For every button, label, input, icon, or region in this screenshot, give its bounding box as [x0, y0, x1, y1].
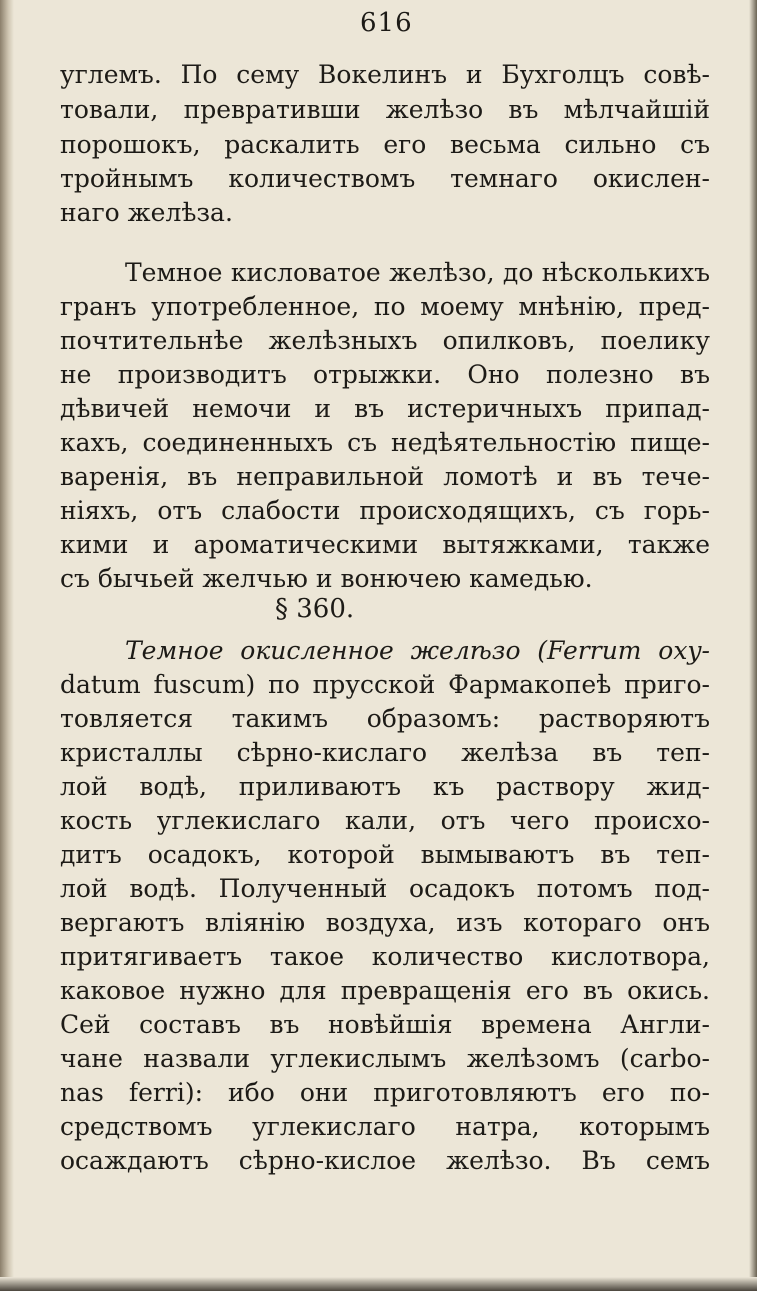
text-line: кристаллы сѣрно-кислаго желѣза въ теп-	[60, 738, 710, 767]
page-right-edge	[749, 0, 757, 1291]
page-number: 616	[360, 8, 413, 38]
text-line: чане назвали углекислымъ желѣзомъ (carbo-	[60, 1044, 710, 1073]
text-line: углемъ. По сему Вокелинъ и Бухголцъ совѣ-	[60, 60, 710, 89]
text-line: каковое нужно для превращенія его въ окись.	[60, 976, 710, 1005]
text-line: лой водѣ. Полученный осадокъ потомъ под-	[60, 874, 710, 903]
page-bottom-edge	[0, 1277, 757, 1291]
page-gutter	[0, 0, 14, 1291]
section-heading: § 360.	[275, 594, 355, 624]
text-line: кость углекислаго кали, отъ чего происхо-	[60, 806, 710, 835]
text-line: средствомъ углекислаго натра, которымъ	[60, 1112, 710, 1141]
text-line: почтительнѣе желѣзныхъ опилковъ, поелику	[60, 326, 710, 355]
text-line: съ бычьей желчью и вонючею камедью.	[60, 564, 593, 593]
text-line: гранъ употребленное, по моему мнѣнію, пред-	[60, 292, 710, 321]
text-line: кими и ароматическими вытяжками, также	[60, 530, 710, 559]
text-line: дѣвичей немочи и въ истеричныхъ припад-	[60, 394, 710, 423]
text-line: ніяхъ, отъ слабости происходящихъ, съ горь-	[60, 496, 710, 525]
text-line: осаждаютъ сѣрно-кислое желѣзо. Въ семъ	[60, 1146, 710, 1175]
text-line: порошокъ, раскалить его весьма сильно съ	[60, 130, 710, 159]
text-line: тройнымъ количествомъ темнаго окислен-	[60, 164, 710, 193]
text-line: притягиваетъ такое количество кислотвора,	[60, 942, 710, 971]
text-line: не производитъ отрыжки. Оно полезно въ	[60, 360, 710, 389]
text-line: товали, превративши желѣзо въ мѣлчайшій	[60, 95, 710, 124]
text-line: наго желѣза.	[60, 198, 233, 227]
text-line: Темное кисловатое желѣзо, до нѣсколькихъ	[125, 258, 710, 287]
text-line: товляется такимъ образомъ: растворяютъ	[60, 704, 710, 733]
text-line: кахъ, соединенныхъ съ недѣятельностію пище-	[60, 428, 710, 457]
text-line: лой водѣ, приливаютъ къ раствору жид-	[60, 772, 710, 801]
text-line: Сей составъ въ новѣйшія времена Англи-	[60, 1010, 710, 1039]
text-line: вергаютъ вліянію воздуха, изъ котораго онъ	[60, 908, 710, 937]
text-line: nas ferri): ибо они приготовляютъ его по-	[60, 1078, 710, 1107]
text-line: варенія, въ неправильной ломотѣ и въ тече-	[60, 462, 710, 491]
text-line: Темное окисленное желѣзо (Ferrum oxy-	[125, 636, 710, 665]
text-line: datum fuscum) по прусской Фармакопеѣ приго-	[60, 670, 710, 699]
text-line: дитъ осадокъ, которой вымываютъ въ теп-	[60, 840, 710, 869]
